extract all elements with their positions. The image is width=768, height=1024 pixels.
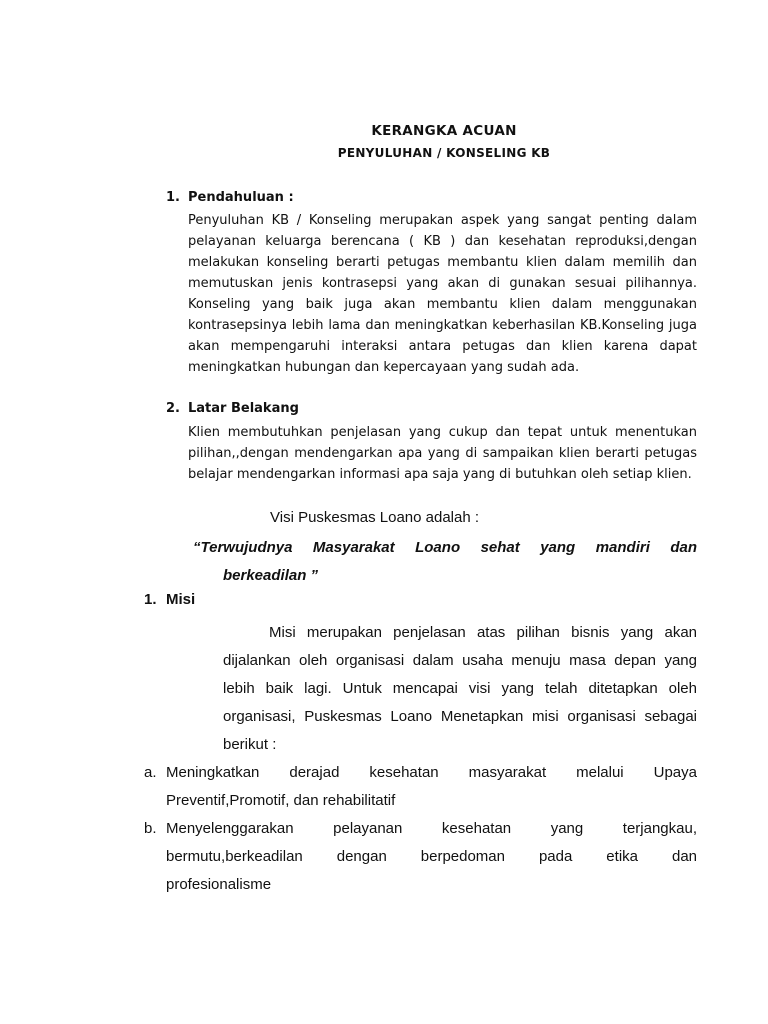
visi-intro: Visi Puskesmas Loano adalah : xyxy=(270,509,480,526)
list-item-line: Meningkatkan derajad kesehatan masyarakat melalui Upaya xyxy=(166,764,697,781)
section-heading-text: Pendahuluan : xyxy=(188,190,294,205)
document-subtitle: PENYULUHAN / KONSELING KB xyxy=(337,146,551,160)
section-heading-pendahuluan xyxy=(166,190,294,205)
misi-number: 1. xyxy=(144,591,157,608)
section-heading-text: Latar Belakang xyxy=(188,401,299,416)
list-item-letter: b. xyxy=(144,820,157,837)
section-body-latar-belakang xyxy=(188,422,697,485)
document-title: KERANGKA ACUAN xyxy=(371,123,517,139)
visi-quote-line2: berkeadilan ” xyxy=(223,567,319,584)
section-number: 1. xyxy=(166,190,180,205)
list-item-line: Preventif,Promotif, dan rehabilitatif xyxy=(166,792,396,809)
list-item xyxy=(144,759,697,815)
visi-quote xyxy=(193,534,697,590)
paragraph: Misi merupakan penjelasan atas pilihan bisnis yang akan dijalankan oleh organisasi dalam usaha menuju masa depan yang lebih baik lagi. Untuk mencapai visi yang telah ditetapkan oleh organisasi, Puskesmas Loano Menetapkan misi organisasi sebagai berikut : xyxy=(223,624,697,753)
misi-heading xyxy=(144,591,195,608)
paragraph: Penyuluhan KB / Konseling merupakan aspek yang sangat penting dalam pelayanan keluarga berencana ( KB ) dan kesehatan reproduksi,dengan melakukan konseling berarti petugas membantu klien dalam memilih dan memutuskan jenis kontrasepsi yang akan di gunakan sesuai pilihannya. Konseling yang baik juga akan membantu klien dalam menggunakan kontrasepsinya lebih lama dan meningkatkan keberhasilan KB.Konseling juga akan mempengaruhi interaksi antara petugas dan klien karena dapat meningkatkan hubungan dan kepercayaan yang sudah ada. xyxy=(188,213,697,375)
section-body-pendahuluan xyxy=(188,210,697,378)
misi-heading-text: Misi xyxy=(166,591,196,608)
section-heading-latar-belakang xyxy=(166,401,299,416)
visi-quote-line1 xyxy=(193,534,697,562)
paragraph: Klien membutuhkan penjelasan yang cukup dan tepat untuk menentukan pilihan,,dengan mendengarkan apa yang di sampaikan klien berarti petugas belajar mendengarkan informasi apa saja yang di butuhkan oleh setiap klien. xyxy=(188,425,697,482)
list-item-letter: a. xyxy=(144,764,157,781)
list-item-line: Menyelenggarakan pelayanan kesehatan yang terjangkau, xyxy=(166,820,697,837)
misi-body xyxy=(223,619,697,759)
section-number: 2. xyxy=(166,401,180,416)
visi-quote-text: “Terwujudnya Masyarakat Loano sehat yang mandiri dan xyxy=(193,539,697,556)
list-item xyxy=(144,815,697,899)
list-item-line: bermutu,berkeadilan dengan berpedoman pada etika dan xyxy=(166,848,697,865)
list-item-line: profesionalisme xyxy=(166,876,272,893)
